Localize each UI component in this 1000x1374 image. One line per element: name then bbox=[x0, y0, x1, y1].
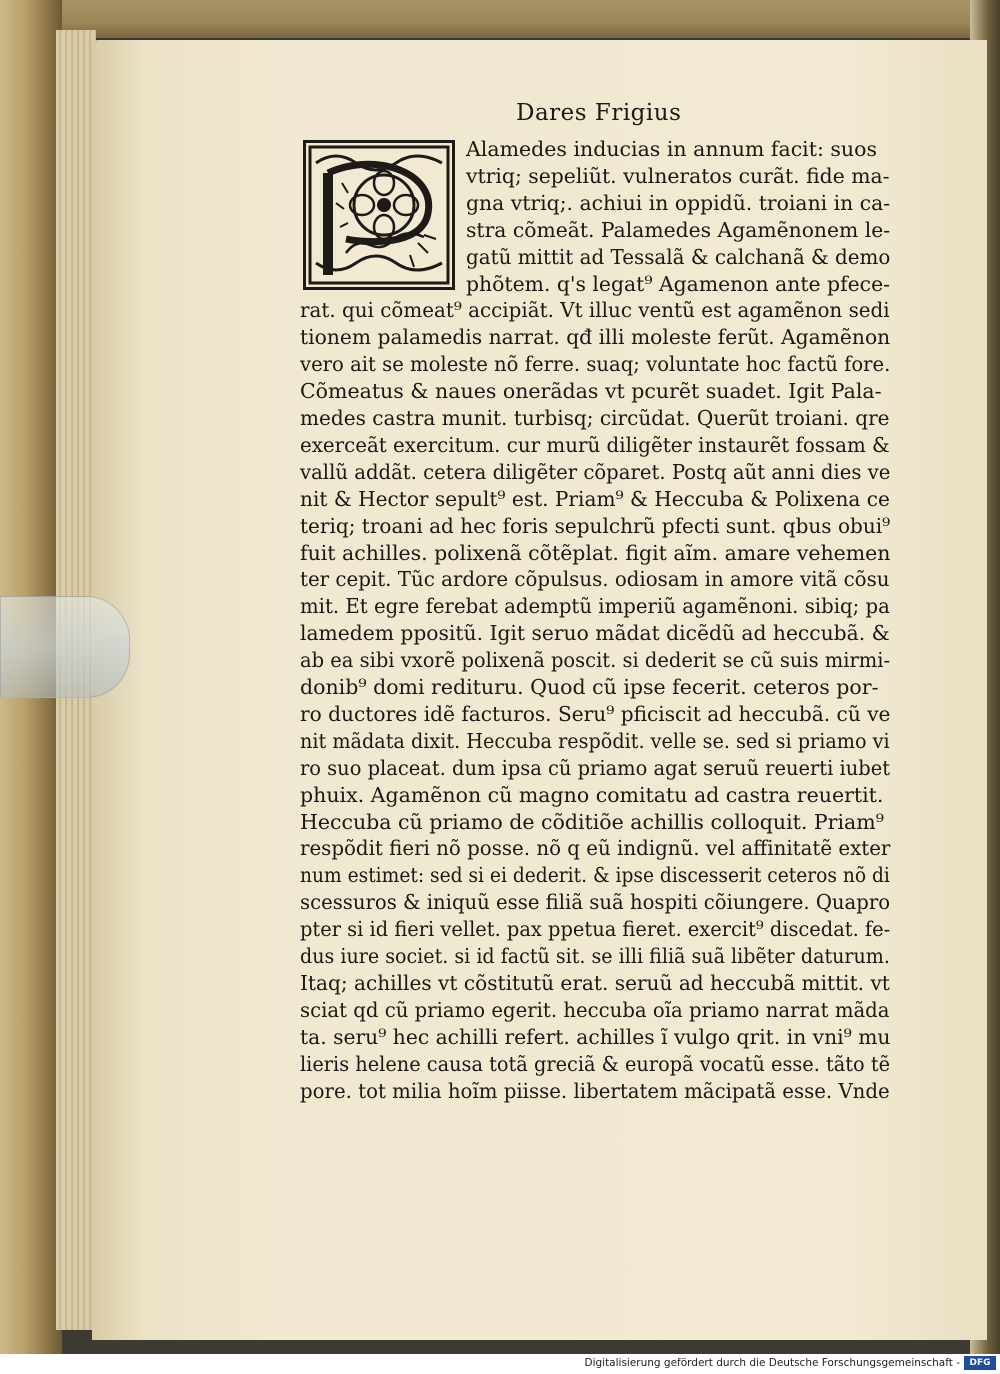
text-line: ta. seru⁹ hec achilli refert. achilles ĩ vulgo qrit. in vni⁹ mu bbox=[300, 1024, 891, 1049]
footer-bar bbox=[0, 1354, 1000, 1374]
text-line: tionem palamedis narrat. qđ illi moleste ferũt. Agamẽnon bbox=[300, 325, 891, 350]
text-line: medes castra munit. turbisq; circũdat. Querũt troiani. qre bbox=[300, 406, 890, 430]
footer-credit: Digitalisierung gefördert durch die Deutsche Forschungsgemeinschaft - bbox=[584, 1357, 960, 1369]
text-line: vtriq; sepeliũt. vulneratos curãt. fide ma- bbox=[466, 163, 890, 188]
text-line: gatũ mittit ad Tessalã & calchanã & demo bbox=[466, 244, 891, 269]
dfg-logo: DFG bbox=[964, 1356, 996, 1370]
text-line: nit mãdata dixit. Heccuba respõdit. velle se. sed si priamo vi bbox=[300, 728, 890, 753]
text-line: sciat qd cũ priamo egerit. heccuba oĩa priamo narrat mãda bbox=[300, 997, 890, 1022]
text-line: vallũ addãt. cetera diligẽter cõparet. Postq aũt anni dies ve bbox=[300, 459, 891, 484]
text-line: respõdit fieri nõ posse. nõ q eũ indignũ. vel affinitatẽ exter bbox=[300, 836, 891, 861]
text-line: stra cõmeãt. Palamedes Agamẽnonem le- bbox=[466, 217, 891, 242]
decorated-initial bbox=[303, 140, 455, 290]
text-line: gna vtriq;. achiui in oppidũ. troiani in ca- bbox=[466, 190, 891, 215]
text-line: Cõmeatus & naues onerãdas vt pcurẽt suadet. Igit Pala- bbox=[300, 379, 882, 404]
text-line: ab ea sibi vxorẽ polixenã poscit. si dederit se cũ suis mirmi- bbox=[300, 648, 891, 673]
text-line: scessuros & iniquũ esse filiã suã hospiti cõiungere. Quapro bbox=[300, 890, 891, 915]
text-line: dus iure societ. si id factũ sit. se illi filiã suã libẽter daturum. bbox=[300, 944, 890, 968]
text-line: fuit achilles. polixenã cõtẽplat. figit aĩm. amare vehemen bbox=[300, 540, 891, 565]
glass-page-holder bbox=[0, 596, 130, 698]
text-line: vero ait se moleste nõ ferre. suaq; voluntate hoc factũ fore. bbox=[300, 352, 891, 377]
text-line: nit & Hector sepult⁹ est. Priam⁹ & Heccuba & Polixena ce bbox=[300, 486, 890, 511]
text-line: teriq; troani ad hec foris sepulchrũ pfecti sunt. qbus obui⁹ bbox=[300, 513, 891, 538]
book-cover-top bbox=[0, 0, 1000, 38]
text-line: lamedem ppositũ. Igit seruo mãdat dicẽdũ ad heccubã. & bbox=[300, 621, 890, 646]
text-line: ro suo placeat. dum ipsa cũ priamo agat seruũ reuerti iubet bbox=[300, 755, 891, 780]
text-line: ter cepit. Tũc ardore cõpulsus. odiosam in amore vitã cõsu bbox=[300, 567, 890, 592]
text-line: phuix. Agamẽnon cũ magno comitatu ad castra reuertit. bbox=[300, 782, 884, 807]
text-line: phõtem. q's legat⁹ Agamenon ante pfece- bbox=[466, 271, 891, 296]
text-line: exerceãt exercitum. cur murũ diligẽter instaurẽt fossam & bbox=[300, 432, 890, 457]
text-line: mit. Et egre ferebat ademptũ imperiũ agamẽnoni. sibiq; pa bbox=[300, 594, 890, 619]
text-line: Itaq; achilles vt cõstitutũ erat. seruũ ad heccubã mittit. vt bbox=[300, 970, 890, 995]
text-line: num estimet: sed si ei dederit. & ipse discesserit ceteros nõ di bbox=[300, 863, 890, 888]
text-line: donib⁹ domi redituru. Quod cũ ipse fecerit. ceteros por- bbox=[300, 675, 879, 699]
text-line: Heccuba cũ priamo de cõditiõe achillis colloquit. Priam⁹ bbox=[300, 809, 884, 834]
text-line: pore. tot milia hoĩm piisse. libertatem mãcipatã esse. Vnde bbox=[300, 1078, 890, 1103]
text-line: Alamedes inducias in annum facit: suos bbox=[466, 137, 877, 161]
ornament-flower-icon bbox=[306, 143, 452, 287]
text-line: ro ductores idẽ facturos. Seru⁹ pficiscit ad heccubã. cũ ve bbox=[300, 701, 891, 726]
running-title: Dares Frigius bbox=[516, 100, 682, 126]
text-line: rat. qui cõmeat⁹ accipiãt. Vt illuc ventũ est agamẽnon sedi bbox=[300, 298, 890, 323]
text-line: lieris helene causa totã greciã & europã vocatũ esse. tãto tẽ bbox=[300, 1051, 891, 1076]
text-line: pter si id fieri vellet. pax ppetua fieret. exercit⁹ discedat. fe- bbox=[300, 917, 891, 942]
